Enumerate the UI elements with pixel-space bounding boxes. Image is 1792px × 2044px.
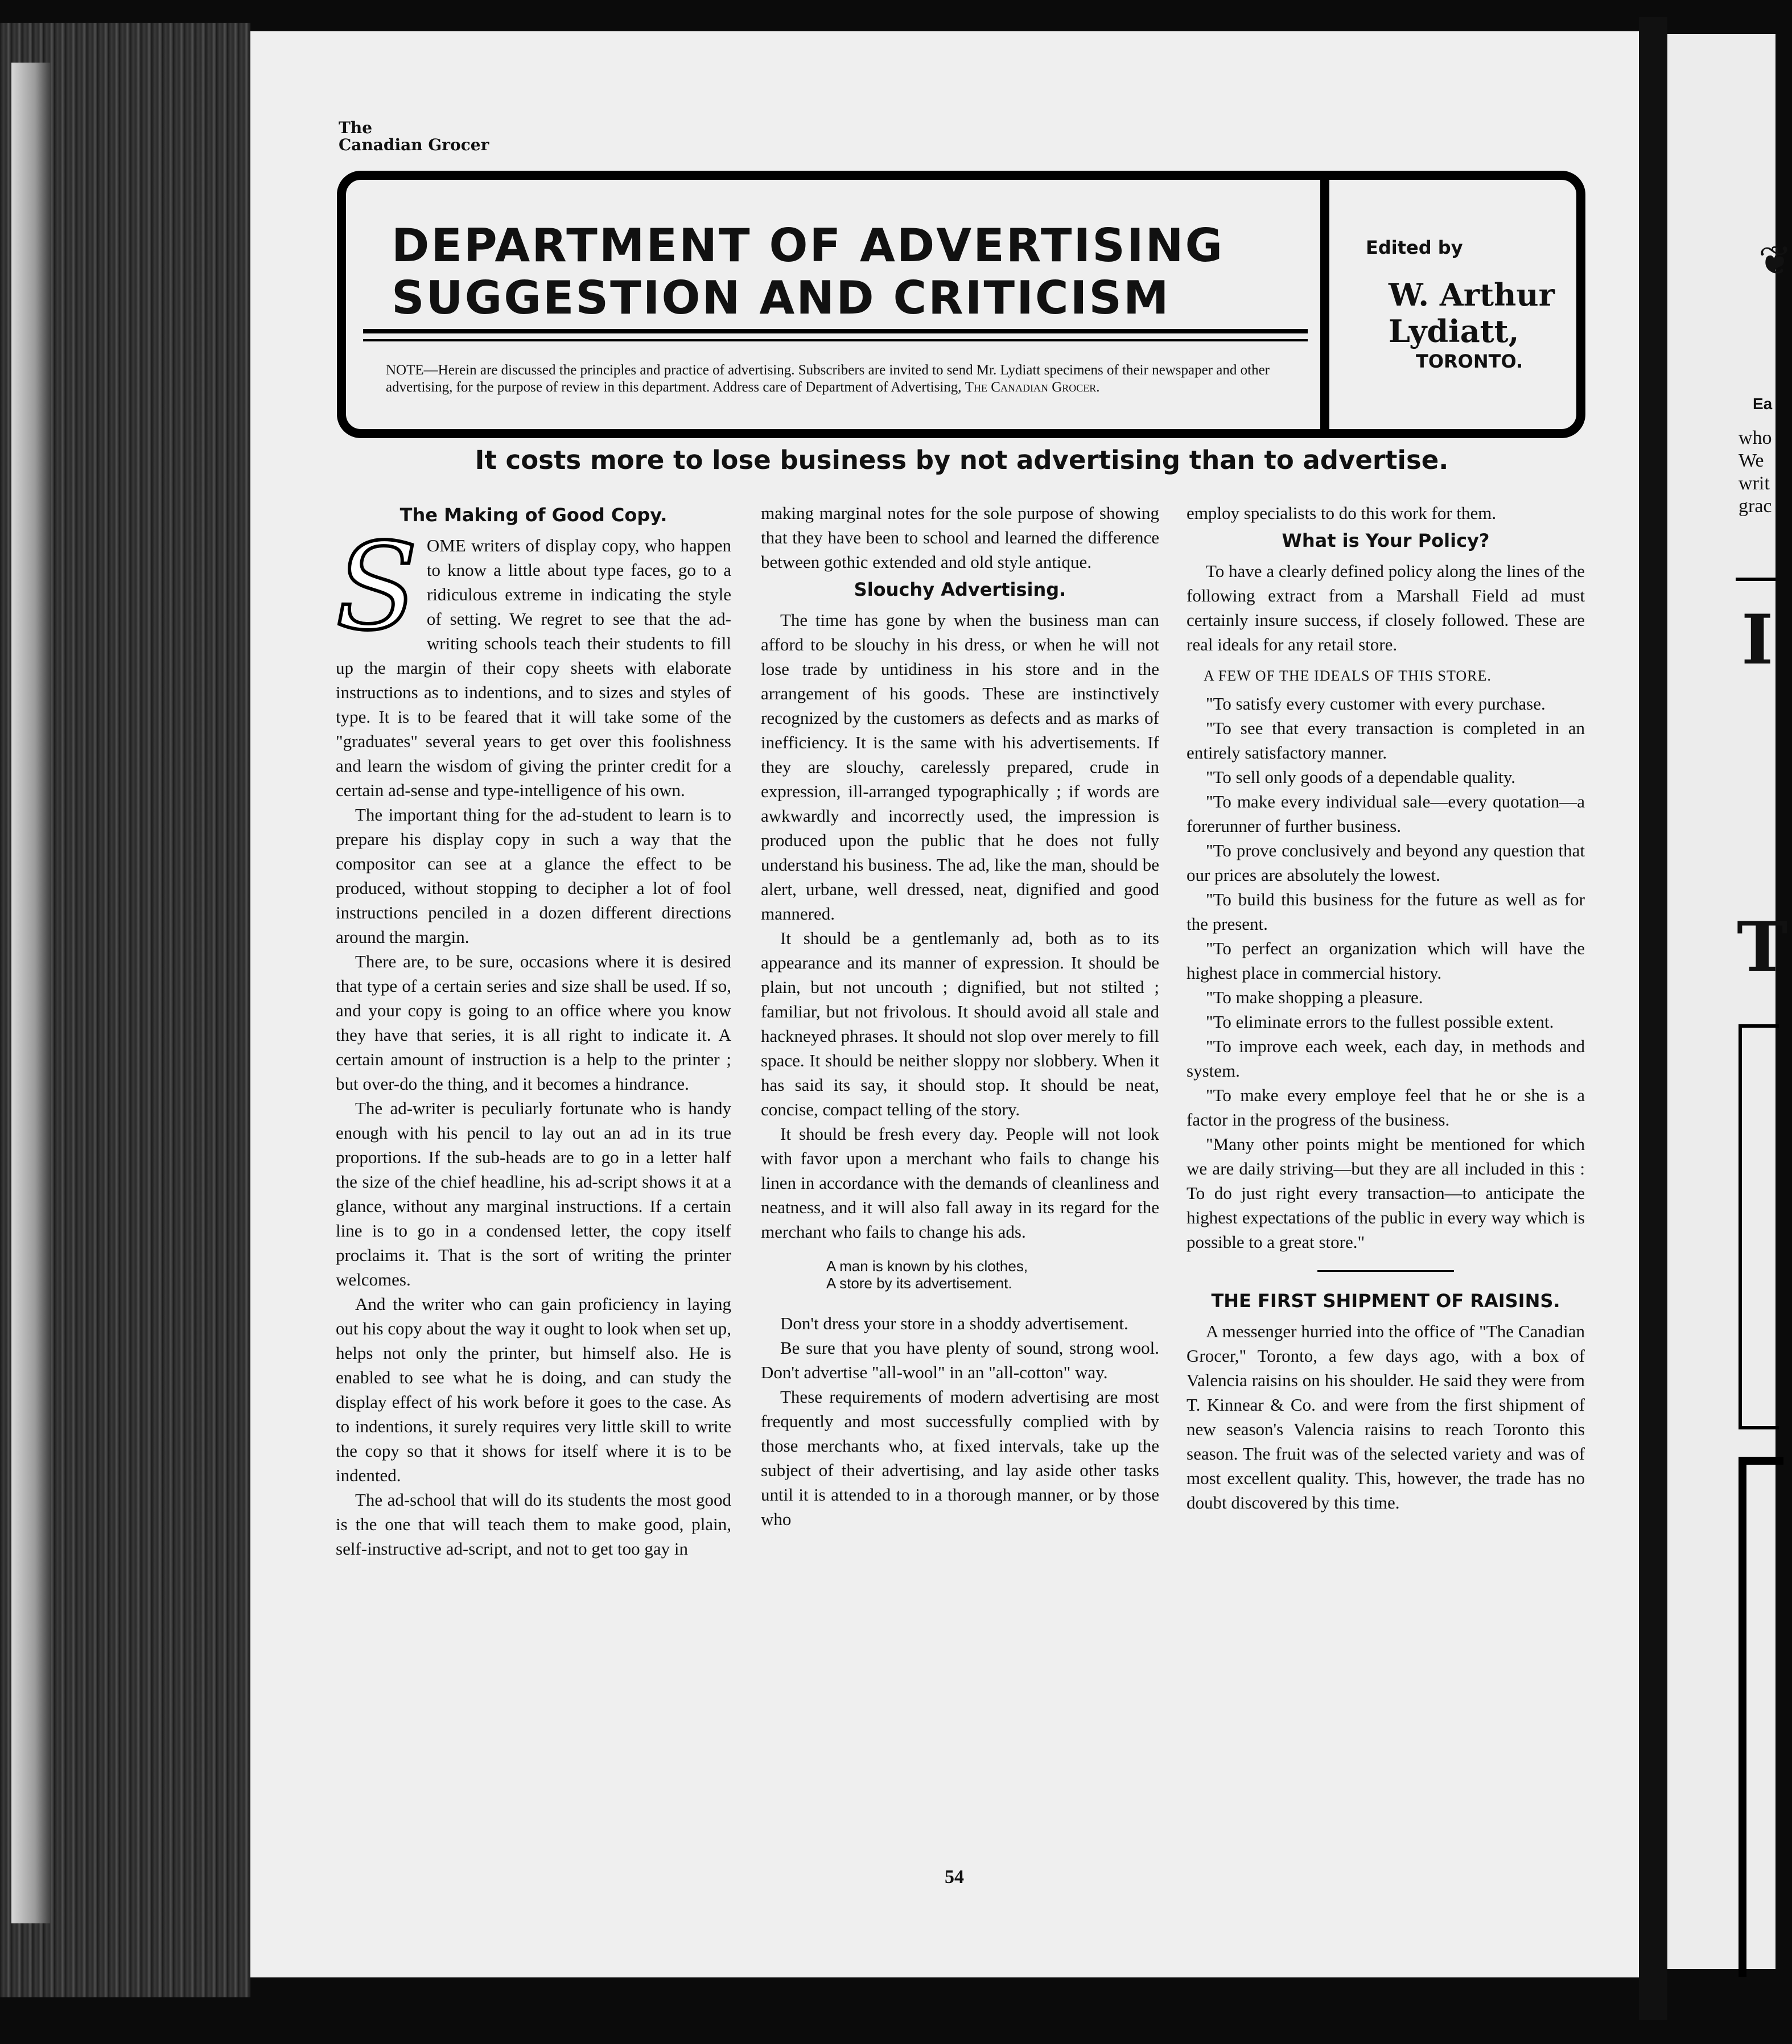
fragment-big-t: T [1737, 907, 1788, 987]
ideal-item: "To make shopping a pleasure. [1206, 987, 1423, 1007]
paragraph: The ad-school that will do its students the most good is the one that will teach them to make good, plain, self-instructive ad-script, and not to get too gay in [336, 1490, 731, 1559]
masthead-the: The [339, 118, 373, 137]
ideals-heading: A FEW OF THE IDEALS OF THIS STORE. [1204, 667, 1492, 684]
slogan: It costs more to lose business by not advertising than to advertise. [475, 445, 1449, 475]
note-publication: The Canadian Grocer. [965, 380, 1100, 395]
note-text: NOTE—Herein are discussed the principles and practice of advertising. Subscribers are invited to send Mr. Lydiatt specimens of their newspaper and other advertising, for the purpose of review in this department. Address care of Department of Advertising, [386, 362, 1270, 395]
paragraph [336, 517, 731, 802]
masthead [339, 119, 489, 154]
dropcap: S [336, 517, 418, 657]
column-1 [336, 500, 731, 1561]
editor-name-line2: Lydiatt, [1389, 313, 1519, 349]
adjacent-page-fragment [1667, 34, 1792, 1969]
ideal-item: "To make every employe feel that he or she is a factor in the progress of the business. [1187, 1085, 1585, 1130]
ideal-item: "To make every individual sale—every quotation—a forerunner of further business. [1187, 792, 1585, 836]
department-title-line1: DEPARTMENT OF ADVERTISING [392, 219, 1225, 272]
paragraph: making marginal notes for the sole purpose of showing that they have been to school and learned the difference between gothic extended and old style antique. [761, 503, 1159, 572]
ideal-item: "To prove conclusively and beyond any question that our prices are absolutely the lowest. [1187, 840, 1585, 885]
paragraph: It should be a gentlemanly ad, both as to its appearance and its manner of expression. It should be plain, but not uncouth ; dignified, but not stilted ; familiar, but not frivolous. It should avoid all stale and hackneyed phrases. It should not slop over merely to fill space. It should be neither sloppy nor slobbery. When it has said its say, it should stop. It should be neat, concise, compact telling of the story. [761, 928, 1159, 1119]
quote-line: A man is known by his clothes, [826, 1258, 1028, 1275]
paragraph: The ad-writer is peculiarly fortunate who is handy enough with his pencil to lay out an ad in its true proportions. If the sub-heads are to go in a letter half the size of the chief headline, his ad-script shows it at a glance, without any marginal instructions. If a certain line is to go in a condensed letter, the copy itself proclaims it. That is the sort of writing the printer welcomes. [336, 1098, 731, 1289]
quote [761, 1258, 1159, 1292]
page-edges [11, 63, 51, 1923]
paragraph: To have a clearly defined policy along the lines of the following extract from a Marshall Field ad must certainly insure success, if closely followed. These are real ideals for any retail store. [1187, 561, 1585, 654]
paragraph-text: OME writers of display copy, who happen to know a little about type faces, go to a ridiculous extreme in indicating the style of setting. We regret to see that the ad-writing schools teach their students to fill up the margin of their copy sheets with elaborate instructions as to indentions, and to sizes and styles of type. It is to be feared that it will take some of the "graduates" several years to get over this foolishness and learn the wisdom of giving the printer credit for a certain ad-sense and type-intelligence of his own. [336, 535, 731, 800]
ideal-item: "To eliminate errors to the fullest possible extent. [1206, 1012, 1554, 1032]
edited-by-label: Edited by [1366, 237, 1463, 258]
fragment-box-2 [1739, 1457, 1783, 1977]
paragraph: There are, to be sure, occasions where it is desired that type of a certain series and size shall be used. If so, and your copy is going to an office where you know they have that series, it is all right to indicate it. A certain amount of instruction is a help to the printer ; but over-do the thing, and it becomes a hindrance. [336, 951, 731, 1094]
masthead-title: Canadian Grocer [339, 135, 489, 154]
paragraph: It should be fresh every day. People will not look with favor upon a merchant who fails to change his linen in accordance with the demands of cleanliness and neatness, and it will also fall away in its regard for the merchant who fails to change his ads. [761, 1124, 1159, 1242]
page-number: 54 [945, 1866, 964, 1888]
paragraph: employ specialists to do this work for them. [1187, 503, 1497, 523]
editor-name [1389, 277, 1555, 349]
ideal-item: "To perfect an organization which will have the highest place in commercial history. [1187, 938, 1585, 983]
header-rule-thick [363, 329, 1308, 333]
fragment-writ: writ [1739, 473, 1770, 494]
heading-slouchy-advertising: Slouchy Advertising. [854, 579, 1066, 600]
paragraph: A messenger hurried into the office of "The Canadian Grocer," Toronto, a few days ago, with a box of Valencia raisins on his shoulder. He said they were from T. Kinnear & Co. and were from the first shipment of new season's Valencia raisins to reach Toronto this season. The fruit was of the selected variety and was of most excellent quality. This, however, the trade has no doubt discovered by this time. [1187, 1321, 1585, 1513]
section-divider [1317, 1270, 1454, 1272]
department-header [337, 171, 1585, 438]
ideal-item: "To sell only goods of a dependable quality. [1206, 767, 1515, 787]
ideal-item: "To see that every transaction is completed in an entirely satisfactory manner. [1187, 718, 1585, 763]
header-rule-thin [363, 339, 1308, 341]
fragment-ea: Ea [1753, 395, 1773, 413]
editor-name-line1: W. Arthur [1389, 277, 1555, 313]
fragment-we: We [1739, 450, 1764, 471]
header-note [386, 362, 1302, 396]
paragraph: Don't dress your store in a shoddy advertisement. [780, 1313, 1128, 1333]
fragment-grac: grac [1739, 496, 1772, 517]
column-2 [761, 501, 1159, 1531]
fragment-who: who [1739, 427, 1772, 448]
paragraph: And the writer who can gain proficiency in laying out his copy about the way it ought to look when set up, helps not only the printer, but himself also. He is enabled to see what he is doing, and can study the display effect of his work before it goes to the case. As to indentions, it surely requires very little skill to write the copy so that it shows for itself where it is to be indented. [336, 1294, 731, 1485]
heading-what-is-your-policy: What is Your Policy? [1282, 530, 1490, 551]
fragment-big-i: I [1741, 600, 1774, 680]
fragment-box [1739, 1024, 1779, 1429]
fragment-rule [1736, 578, 1775, 581]
ideal-item: "To satisfy every customer with every purchase. [1206, 694, 1546, 714]
heading-making-of-good-copy: The Making of Good Copy. [399, 504, 668, 526]
decorative-emblem-fragment: ❦ [1758, 240, 1792, 283]
ideal-item: "To build this business for the future as well as for the present. [1187, 889, 1585, 934]
department-title [392, 220, 1224, 324]
heading-first-shipment-of-raisins: THE FIRST SHIPMENT OF RAISINS. [1211, 1290, 1560, 1312]
paragraph: The important thing for the ad-student to learn is to prepare his display copy in such a way that the compositor can see at a glance the effect to be produced, without stopping to decipher a lot of fool instructions penciled in a dozen different directions around the margin. [336, 805, 731, 947]
paragraph: These requirements of modern advertising are most frequently and most successfully complied with by those merchants who, at fixed intervals, take up the subject of their advertising, and lay aside other tasks until it is attended to in a thorough manner, or by those who [761, 1387, 1159, 1529]
ideal-item: "To improve each week, each day, in methods and system. [1187, 1036, 1585, 1081]
paragraph: The time has gone by when the business man can afford to be slouchy in his dress, or when he will not lose trade by untidiness in his store and in the arrangement of his goods. These are instinctively recognized by the customers as defects and as marks of inefficiency. It is the same with his advertisements. If they are slouchy, carelessly prepared, crude in expression, ill-arranged typographically ; if words are awkwardly and incorrectly used, the impression is produced upon the public that he does not fully understand his business. The ad, like the man, should be alert, urbane, well dressed, neat, dignified and good mannered. [761, 610, 1159, 924]
gutter [1639, 17, 1667, 2020]
column-3 [1187, 501, 1585, 1515]
ideal-item: "Many other points might be mentioned for which we are daily striving—but they are all included in this : To do just right every transaction—to anticipate the highest expectations of the public in every way which is possible to a great store." [1187, 1134, 1585, 1252]
paragraph: Be sure that you have plenty of sound, strong wool. Don't advertise "all-wool" in an "all-cotton" way. [761, 1338, 1159, 1382]
header-divider [1320, 180, 1329, 429]
quote-line: A store by its advertisement. [826, 1275, 1012, 1292]
department-title-line2: SUGGESTION AND CRITICISM [392, 271, 1171, 324]
editor-city: TORONTO. [1416, 351, 1523, 372]
